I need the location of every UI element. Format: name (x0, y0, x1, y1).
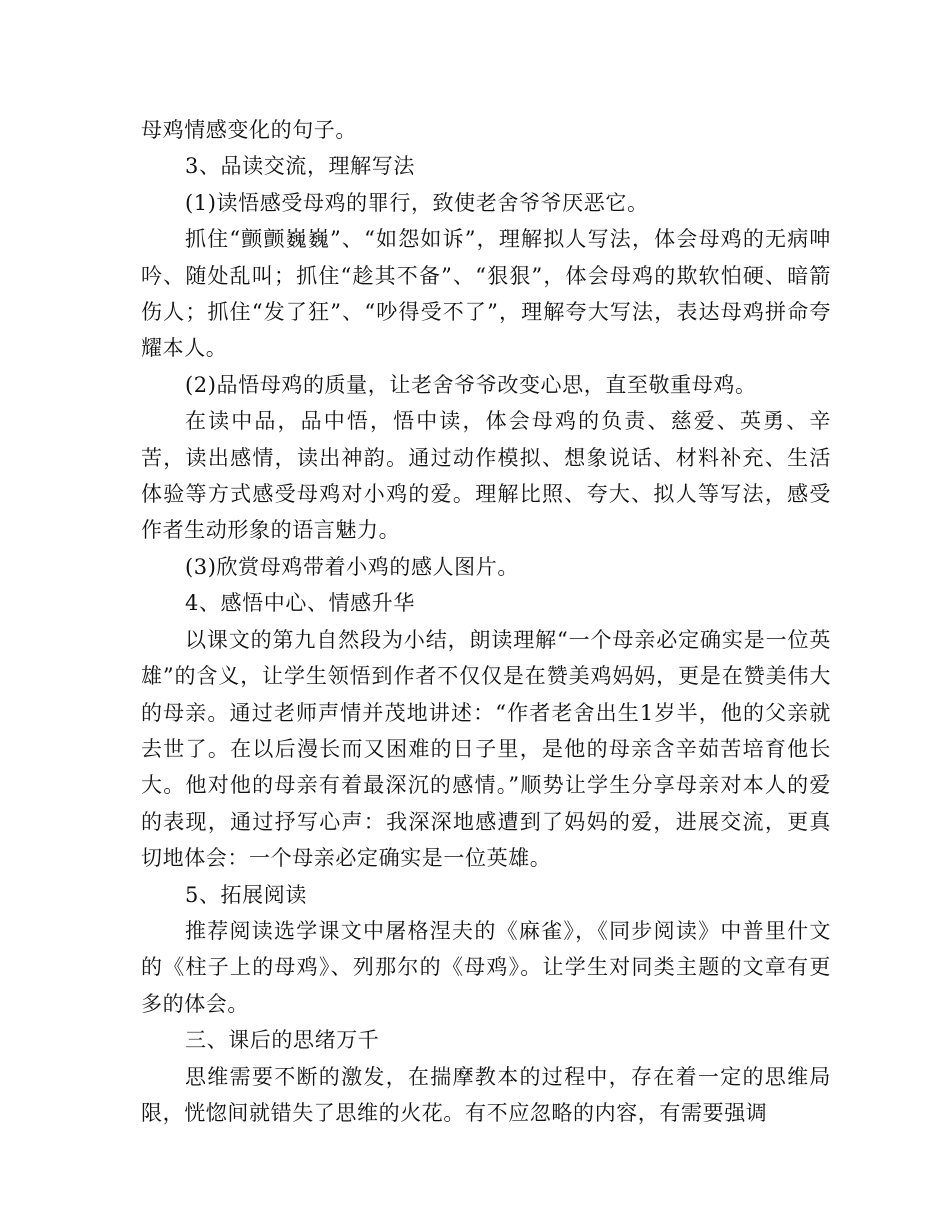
paragraph-13: 思维需要不断的激发，在揣摩教本的过程中，存在着一定的思维局限，恍惚间就错失了思维的火花。有不应忽略的内容，有需要强调 (141, 1064, 831, 1125)
subheading-3: (3)欣赏母鸡带着小鸡的感人图片。 (185, 554, 519, 579)
section-heading-three: 三、课后的思绪万千 (185, 1028, 380, 1053)
section-heading-5: 5、拓展阅读 (185, 882, 307, 907)
document-body (141, 112, 831, 1131)
section-heading-4: 4、感悟中心、情感升华 (185, 591, 415, 616)
subheading-1: (1)读悟感受母鸡的罪行，致使老舍爷爷厌恶它。 (185, 190, 649, 215)
subheading-2: (2)品悟母鸡的质量，让老舍爷爷改变心思，直至敬重母鸡。 (185, 372, 757, 397)
section-heading-3: 3、品读交流，理解写法 (185, 154, 415, 179)
paragraph-4: 抓住“颤颤巍巍”、“如怨如诉”，理解拟人写法，体会母鸡的无病呻吟、随处乱叫；抓住“趁其不备”、“狠狠”，体会母鸡的欺软怕硬、暗箭伤人；抓住“发了狂”、“吵得受不了”，理解夸大写法，表达母鸡拼命夸耀本人。 (141, 227, 831, 361)
paragraph-1: 母鸡情感变化的句子。 (141, 118, 357, 142)
paragraph-6: 在读中品，品中悟，悟中读，体会母鸡的负责、慈爱、英勇、辛苦，读出感情，读出神韵。通过动作模拟、想象说话、材料补充、生活体验等方式感受母鸡对小鸡的爱。理解比照、夸大、拟人等写法，感受作者生动形象的语言魅力。 (141, 409, 831, 543)
paragraph-11: 推荐阅读选学课文中屠格涅夫的《麻雀》，《同步阅读》中普里什文的《柱子上的母鸡》、列那尔的《母鸡》。让学生对同类主题的文章有更多的体会。 (141, 918, 831, 1016)
paragraph-9: 以课文的第九自然段为小结，朗读理解“一个母亲必定确实是一位英雄”的含义，让学生领悟到作者不仅仅是在赞美鸡妈妈，更是在赞美伟大的母亲。通过老师声情并茂地讲述：“作者老舍出生1岁半，他的父亲就去世了。在以后漫长而又困难的日子里，是他的母亲含辛茹苦培育他长大。他对他的母亲有着最深沉的感情。”顺势让学生分享母亲对本人的爱的表现，通过抒写心声：我深深地感遭到了妈妈的爱，进展交流，更真切地体会：一个母亲必定确实是一位英雄。 (141, 627, 831, 871)
